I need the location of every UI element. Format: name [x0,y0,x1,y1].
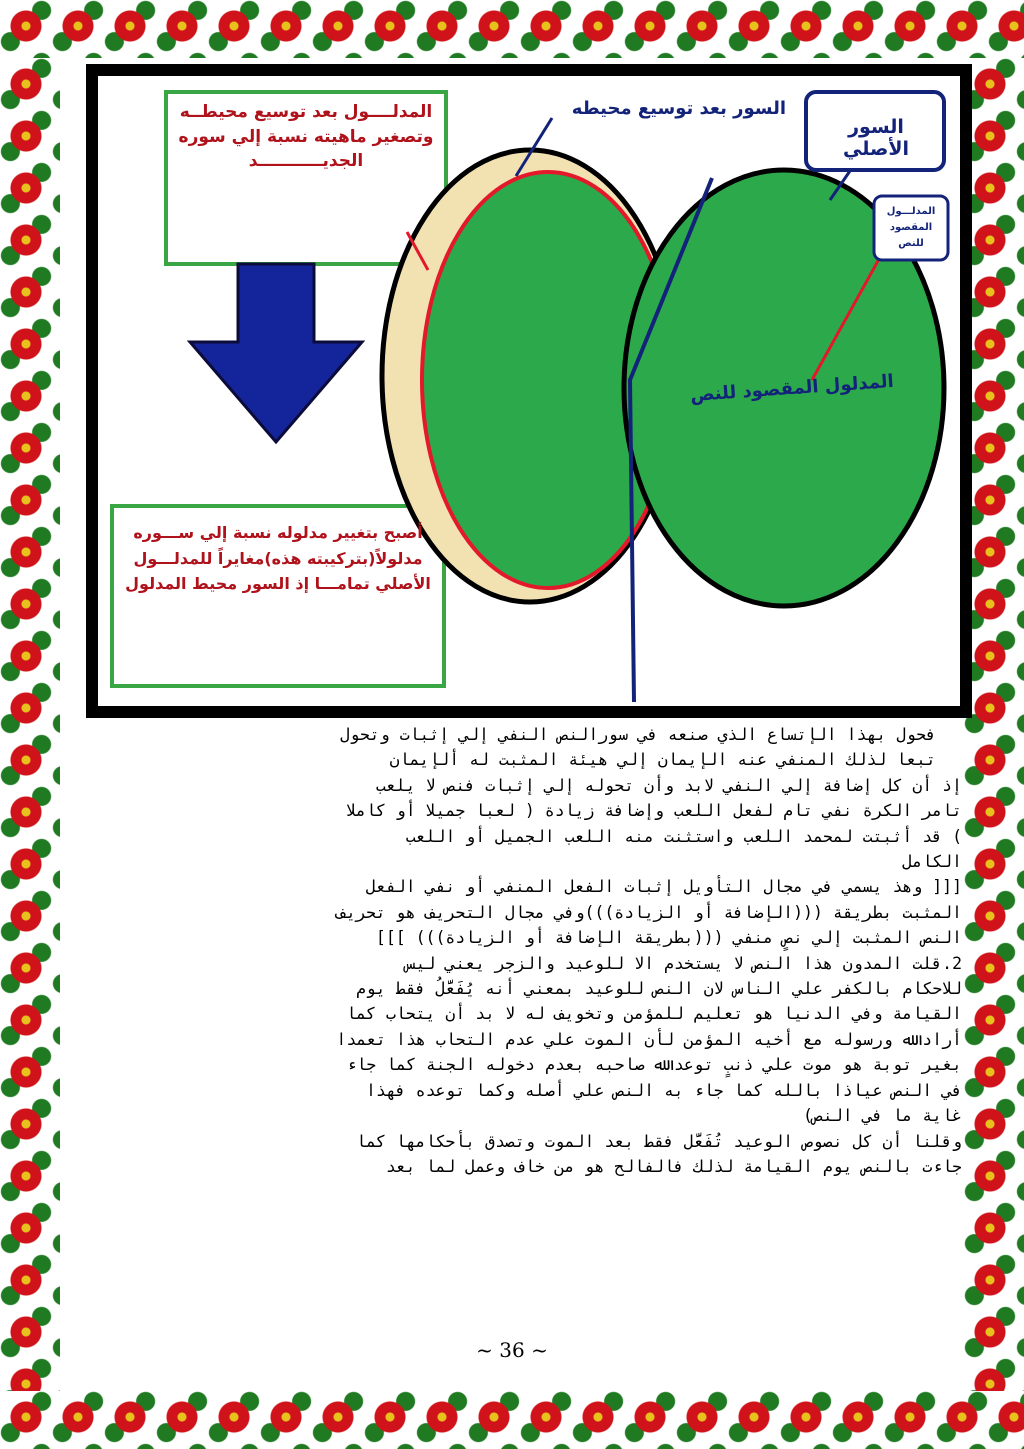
text-line: وقلنا أن كل نصوص الوعيد تُفَعَّل فقط بعد الموت وتصدق بأحكامها كما [356,1131,962,1151]
text-line: القيامة وفي الدنيا هو تعليم للمؤمن وتخويف له لا بد أن يتحاب كما [346,1004,962,1024]
text-line: جاءت بالنص يوم القيامة لذلك فالفالح هو من خاف وعمل لما بعد [385,1156,962,1176]
text-line: تبعا لذلك المنفي عنه الإيمان إلي هيئة المثبت له ألإيمان [389,750,936,770]
bottom-box-line: الأصلي تمامـــا إذ السور محيط المدلول [125,574,431,594]
text-line: 2.قلت المدون هذا النص لا يستخدم الا للوعيد والزجر يعني ليس [405,953,962,973]
text-line: ) قد أثبتت لمحمد اللعب واستثنت منه اللعب الجميل أو اللعب [405,826,962,846]
original-wall-label: السور الأصلي [843,116,909,160]
text-line: [[[ وهذ يسمي في مجال التأويل إثبات الفعل المنفي أو نفي الفعل [365,877,962,897]
intended-meaning-line: المدلـــول [886,206,936,217]
decorative-border-left [0,58,60,1391]
down-arrow [190,264,362,442]
bottom-box-line: أصبح بتغيير مدلوله نسبة إلي ســـوره [133,523,423,542]
body-text [62,722,962,1179]
text-line: تامر الكرة نفي تام لفعل اللعب وإضافة زيادة ( لعبا جميلا أو كاملا [346,801,962,821]
decorative-border-top [0,0,1024,58]
page-number: ~ 36 ~ [476,1338,548,1362]
text-line: الكامل [902,852,962,872]
text-line: للاحكام بالكفر علي الناس لان النص للوعيد بمعني أنه يُفَعَّلُ فقط يوم [356,979,962,999]
text-line: فحول بهذا الإتساع الذي صنعه في سورالنص النفي إلي إثبات وتحول [339,725,936,744]
text-line: غاية ما في النص) [803,1106,962,1126]
text-line: في النص عياذا بالله كما جاء به النص علي أصله وكما توعده فهذا [365,1080,962,1100]
top-box-line: وتصغير ماهيته نسبة إلي سوره [178,126,434,147]
intended-meaning-label [876,204,946,252]
bottom-box-text [116,520,440,597]
text-line: المثبت بطريقة (((الإضافة أو الزيادة)))وفي مجال التحريف هو تحريف [336,902,962,922]
decorative-border-bottom [0,1391,1024,1449]
intended-meaning-line: المقصود للنص [889,222,933,249]
top-box-text [170,100,442,174]
text-line: أراد ﷲ ورسوله مع أخيه المؤمن لأن الموت علي عدم التحاب هذا تعمدا [336,1029,962,1049]
text-line: إذ أن كل إضافة إلي النفي لابد وأن تحوله إلي إثبات فنص لا يلعب [375,775,962,795]
expanded-wall-label: السور بعد توسيع محيطه [571,98,786,119]
top-box-line: الجديـــــــــــد [248,151,364,172]
diagram-figure [86,64,972,718]
circle-inner-label: المدلول المقصود للنص [689,370,895,407]
text-line: النص المثبت إلي نصٍ منفي (((بطريقة الإضافة أو الزيادة))) ]]] [375,928,962,948]
bottom-box-line: مدلولاً(بتركيبته هذه)مغايراً للمدلـــول [133,548,423,568]
decorative-border-right [964,58,1024,1391]
text-line: بغير توبة هو موت علي ذنبٍ توعد ﷲ صاحبه بعدم دخوله الجنة كما جاء [346,1055,962,1075]
top-box-line: المدلــــول بعد توسيع محيطــه [179,102,433,122]
